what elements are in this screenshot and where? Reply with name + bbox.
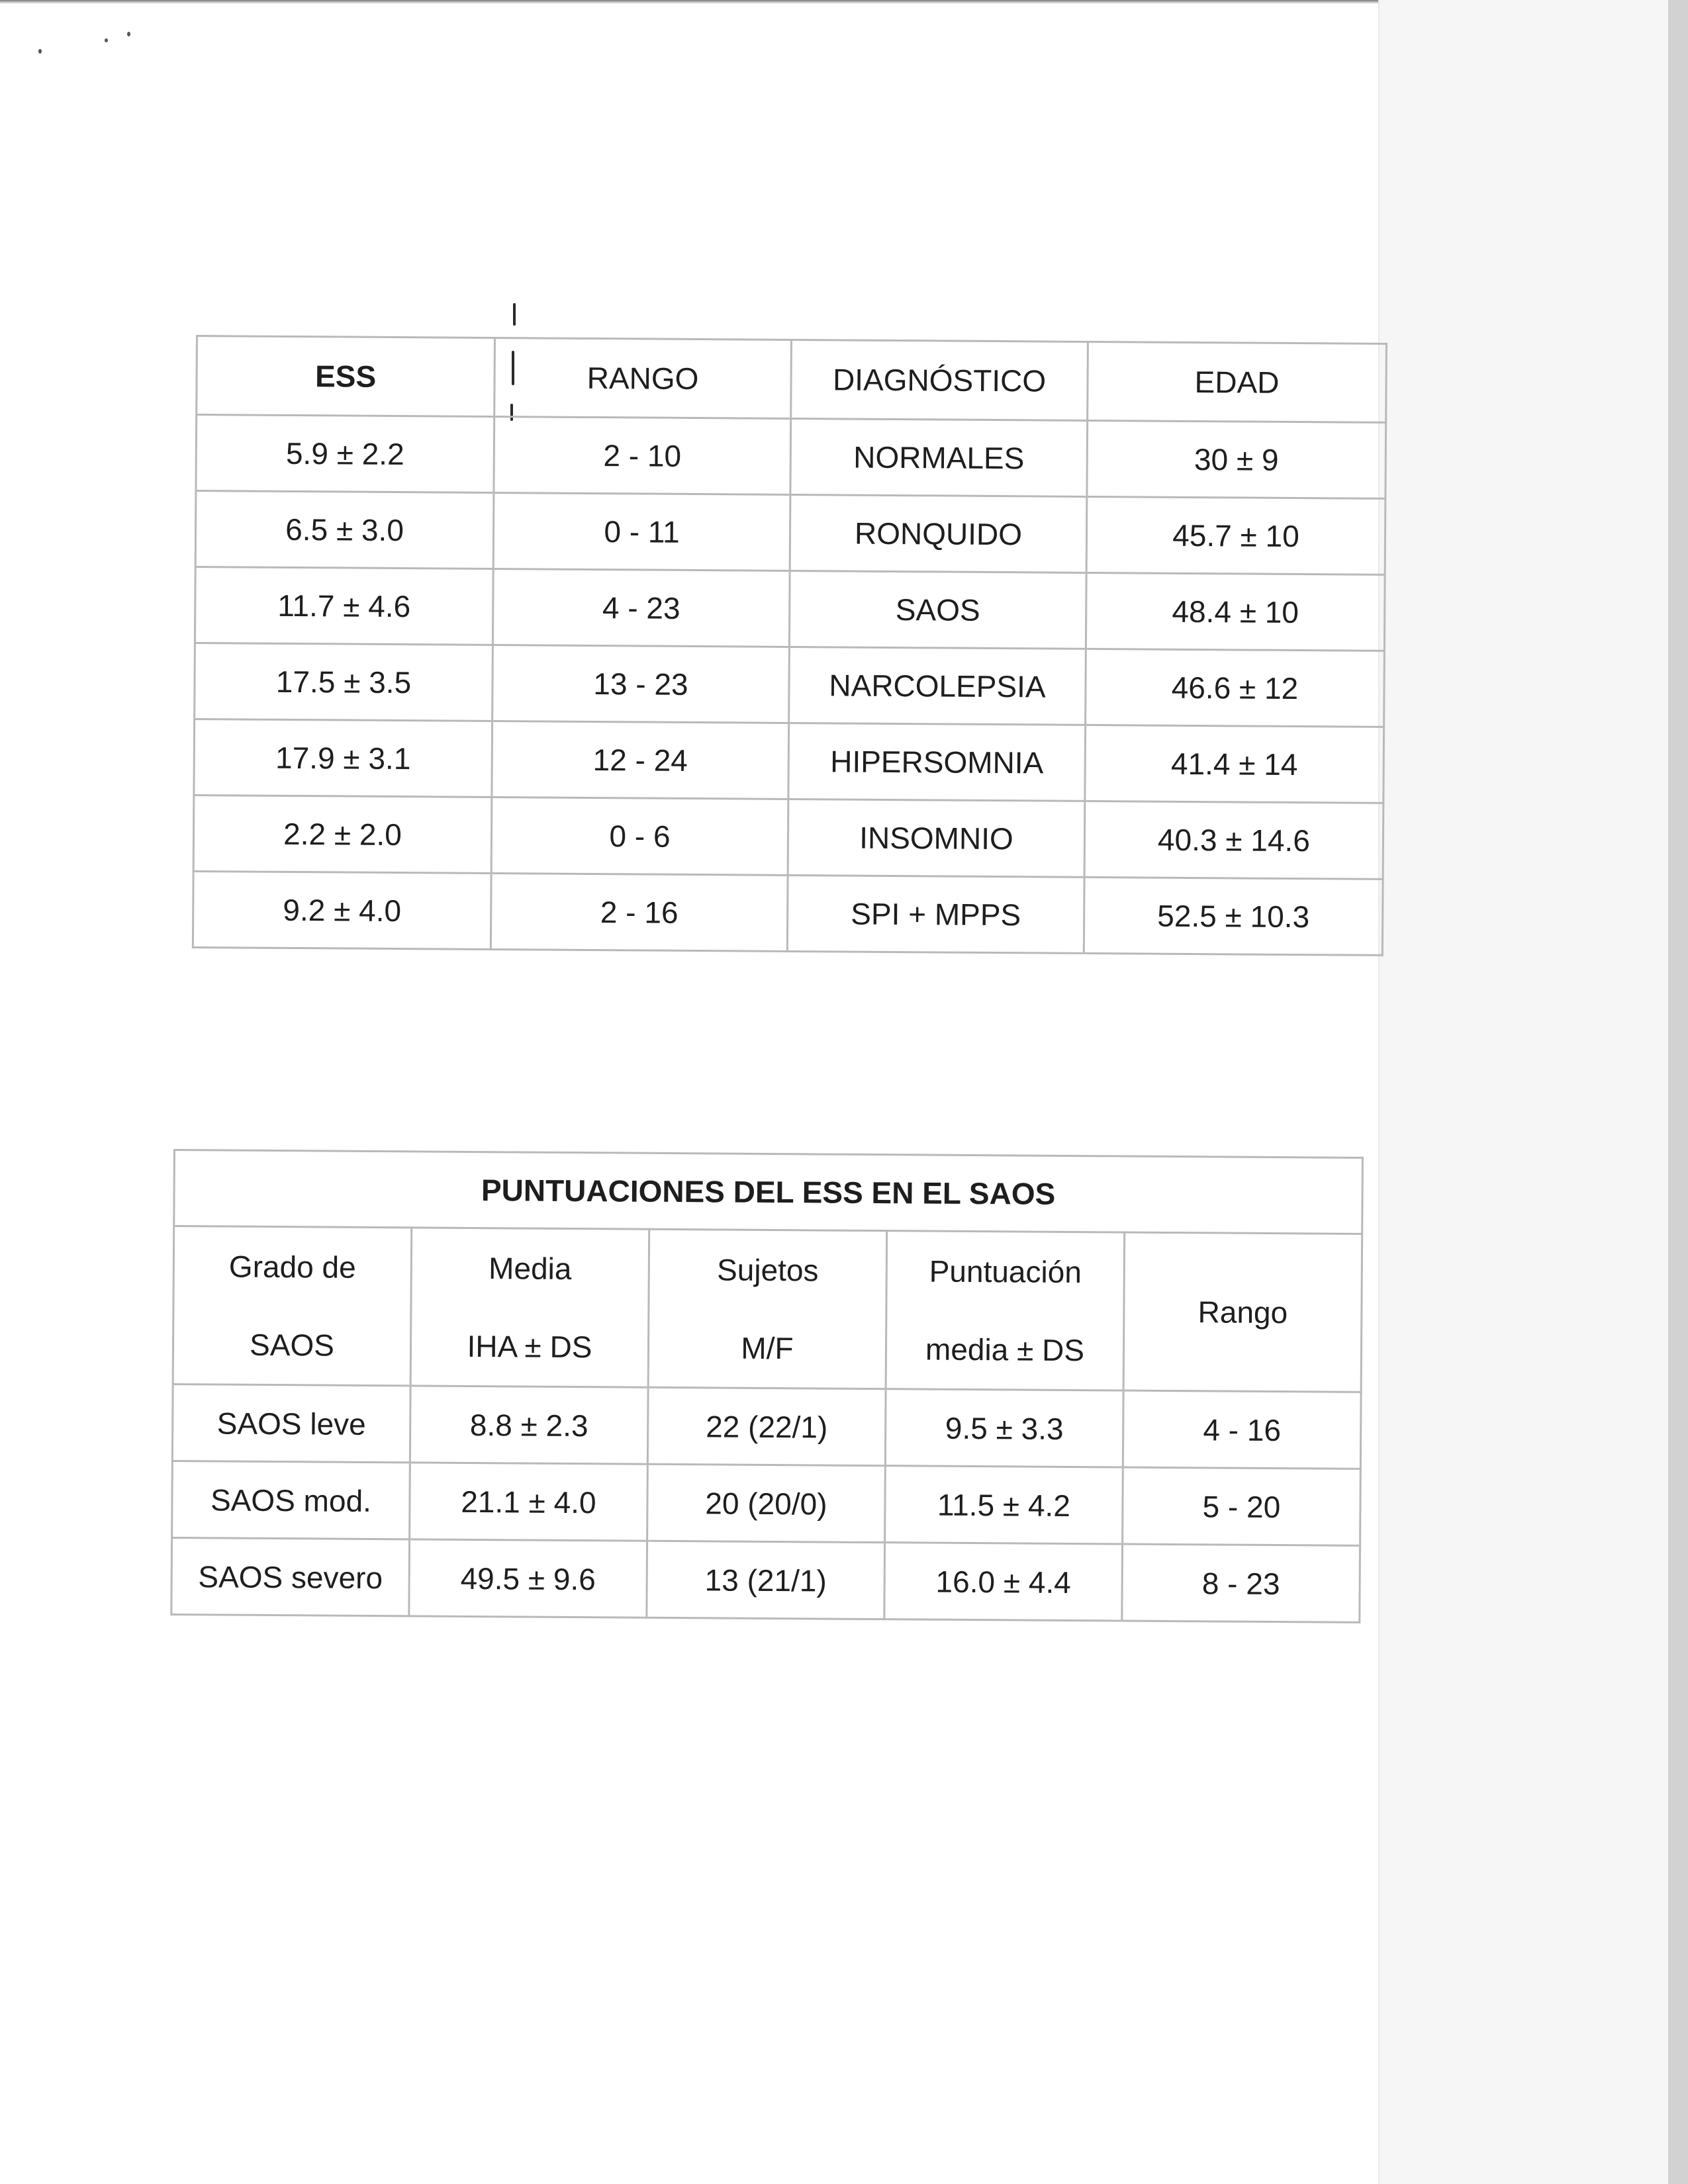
table-row <box>195 491 1385 575</box>
table-cell: 16.0 ± 4.4 <box>884 1543 1123 1621</box>
header-line: Puntuación <box>929 1253 1082 1290</box>
table-header-row <box>197 336 1387 423</box>
header-cell <box>1123 1232 1362 1392</box>
table-cell: 21.1 ± 4.0 <box>410 1463 648 1541</box>
table-cell: NARCOLEPSIA <box>789 647 1086 725</box>
table-cell: INSOMNIO <box>788 799 1085 877</box>
scan-shadow-edge <box>1668 0 1688 2184</box>
header-cell <box>648 1229 887 1388</box>
header-cell <box>173 1226 412 1386</box>
table-cell: 13 - 23 <box>492 645 790 723</box>
table-cell: 2.2 ± 2.0 <box>193 795 492 873</box>
table-cell: NORMALES <box>790 418 1088 496</box>
scan-margin-strip <box>1378 0 1688 2184</box>
table-cell: SPI + MPPS <box>787 875 1084 953</box>
header-line: media ± DS <box>925 1332 1085 1368</box>
table-cell: 0 - 11 <box>493 492 790 570</box>
table-cell: SAOS leve <box>172 1385 410 1463</box>
scan-speck <box>38 49 42 54</box>
header-cell <box>410 1228 649 1387</box>
header-cell: DIAGNÓSTICO <box>791 340 1088 420</box>
table-cell: 40.3 ± 14.6 <box>1084 801 1383 879</box>
header-cell: EDAD <box>1088 341 1387 422</box>
table-row <box>172 1385 1361 1469</box>
header-line: IHA ± DS <box>467 1328 592 1365</box>
table-cell: 22 (22/1) <box>647 1387 886 1465</box>
table-row <box>195 643 1385 727</box>
table-row <box>172 1461 1361 1545</box>
table-title: PUNTUACIONES DEL ESS EN EL SAOS <box>174 1150 1363 1234</box>
header-line: Media <box>488 1251 572 1286</box>
table-cell: 17.9 ± 3.1 <box>194 719 492 797</box>
table-row <box>194 719 1384 803</box>
scan-speck <box>105 38 108 42</box>
table-row <box>193 795 1383 879</box>
table-cell: 5 - 20 <box>1123 1467 1361 1545</box>
header-line: Rango <box>1197 1295 1288 1330</box>
table-cell: 52.5 ± 10.3 <box>1084 877 1383 955</box>
table-cell: 41.4 ± 14 <box>1085 725 1384 803</box>
table-cell: 8 - 23 <box>1122 1544 1360 1622</box>
table-cell: 2 - 10 <box>494 416 791 494</box>
header-cell: ESS <box>197 336 495 417</box>
table-row <box>193 871 1383 955</box>
table-cell: HIPERSOMNIA <box>788 723 1086 801</box>
table-cell: 46.6 ± 12 <box>1086 649 1385 727</box>
table-header-row <box>173 1226 1362 1392</box>
table-cell: SAOS severo <box>171 1537 410 1615</box>
table-cell: 20 (20/0) <box>647 1464 886 1542</box>
table-cell: 4 - 16 <box>1123 1390 1361 1469</box>
table-cell: 9.2 ± 4.0 <box>193 871 491 949</box>
table-cell: 8.8 ± 2.3 <box>410 1386 648 1464</box>
table-cell: 45.7 ± 10 <box>1086 496 1385 574</box>
table-cell: 6.5 ± 3.0 <box>195 491 494 569</box>
ess-diagnosis-table <box>192 335 1387 956</box>
table-row <box>171 1537 1360 1622</box>
table-cell: 4 - 23 <box>492 569 790 647</box>
header-line: Grado de <box>228 1249 356 1285</box>
table-cell: 2 - 16 <box>491 873 788 951</box>
header-cell <box>886 1231 1125 1390</box>
pen-mark <box>513 303 516 326</box>
table-cell: 11.5 ± 4.2 <box>885 1466 1123 1544</box>
scan-speck <box>127 32 130 36</box>
table-cell: 13 (21/1) <box>647 1541 885 1619</box>
table-cell: 0 - 6 <box>491 797 788 875</box>
table-row <box>196 415 1386 499</box>
header-line: Sujetos <box>716 1252 819 1288</box>
table-cell: 17.5 ± 3.5 <box>195 643 493 721</box>
table-cell: SAOS <box>789 570 1086 649</box>
table-cell: 9.5 ± 3.3 <box>885 1389 1123 1467</box>
table-cell: 48.4 ± 10 <box>1086 572 1385 651</box>
table-cell: 11.7 ± 4.6 <box>195 567 493 645</box>
table-title-row <box>174 1150 1363 1234</box>
table-cell: SAOS mod. <box>172 1461 410 1539</box>
saos-scores-table <box>170 1149 1364 1623</box>
table-cell: 30 ± 9 <box>1087 420 1386 498</box>
header-line: M/F <box>741 1330 794 1366</box>
table-cell: RONQUIDO <box>790 494 1087 572</box>
table-row <box>195 567 1385 651</box>
table-cell: 12 - 24 <box>492 721 789 799</box>
table-cell: 49.5 ± 9.6 <box>409 1539 647 1617</box>
header-line: SAOS <box>249 1327 335 1363</box>
header-cell: RANGO <box>494 338 792 418</box>
table-cell: 5.9 ± 2.2 <box>196 415 494 493</box>
